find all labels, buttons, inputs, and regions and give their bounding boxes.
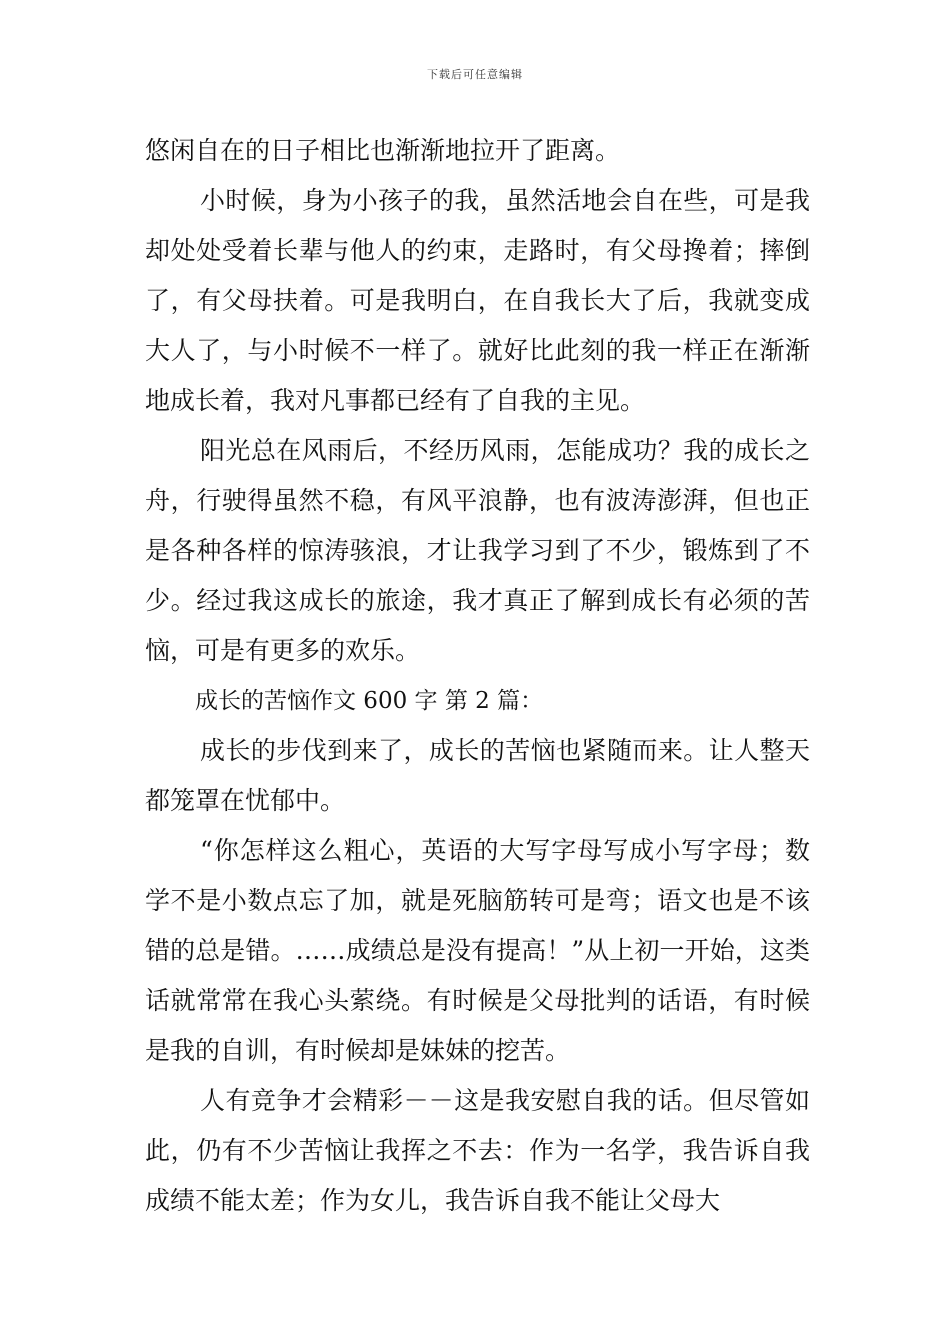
paragraph-childhood: 小时候，身为小孩子的我，虽然活地会自在些，可是我却处处受着长辈与他人的约束，走路时，有父母搀着；摔倒了，有父母扶着。可是我明白，在自我长大了后，我就变成大人了，与小时候不一样了。就好比此刻的我一样正在渐渐地成长着，我对凡事都已经有了自我的主见。 bbox=[145, 186, 810, 415]
paragraph-sunshine: 阳光总在风雨后，不经历风雨，怎能成功？我的成长之舟，行驶得虽然不稳，有风平浪静，也有波涛澎湃，但也正是各种各样的惊涛骇浪，才让我学习到了不少，锻炼到了不少。经过我这成长的旅途，我才真正了解到成长有必须的苦恼，可是有更多的欢乐。 bbox=[145, 436, 810, 665]
paragraph-quote: “你怎样这么粗心，英语的大写字母写成小写字母；数学不是小数点忘了加，就是死脑筋转可是弯；语文也是不该错的总是错。……成绩总是没有提高！”从上初一开始，这类话就常常在我心头萦绕。有时候是父母批判的话语，有时候是我的自训，有时候却是妹妹的挖苦。 bbox=[145, 836, 810, 1065]
download-note: 下载后可任意编辑 bbox=[427, 68, 523, 81]
section-heading: 成长的苦恼作文 600 字 第 2 篇： bbox=[195, 688, 544, 714]
article-body bbox=[145, 126, 810, 1226]
paragraph-competition: 人有竞争才会精彩－－这是我安慰自我的话。但尽管如此，仍有不少苦恼让我挥之不去：作为一名学，我告诉自我成绩不能太差；作为女儿，我告诉自我不能让父母大 bbox=[145, 1086, 810, 1215]
paragraph-continuation: 悠闲自在的日子相比也渐渐地拉开了距离。 bbox=[145, 136, 621, 165]
paragraph-growth-steps: 成长的步伐到来了，成长的苦恼也紧随而来。让人整天都笼罩在忧郁中。 bbox=[145, 736, 810, 815]
